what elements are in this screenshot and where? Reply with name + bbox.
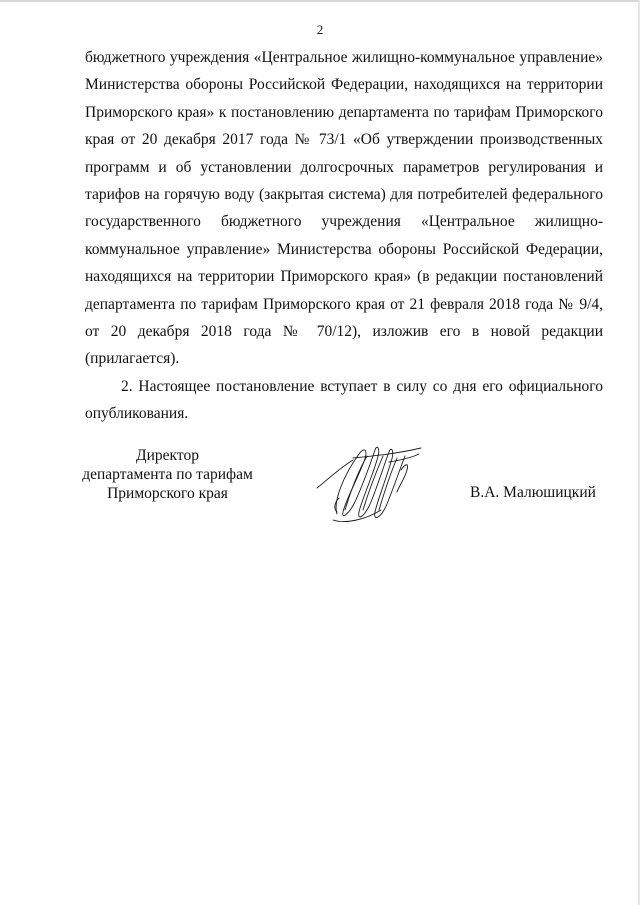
paragraph-continuation: бюджетного учреждения «Центральное жилищно-коммунальное управление» Министерства обороны Российской Федерации, находящихся на территории Приморского края» к постановлению департамента по тарифам Приморского края от 20 декабря 2017 года № 73/1 «Об утверждении производственных программ и об установлении долгосрочных параметров регулирования и тарифов на горячую воду (закрытая система) для потребителей федерального государственного бюджетного учреждения «Центральное жилищно-коммунальное управление» Министерства обороны Российской Федерации, находящихся на территории Приморского края» (в редакции постановлений департамента по тарифам Приморского края от 21 февраля 2018 года № 9/4, от 20 декабря 2018 года № 70/12), изложив его в новой редакции (прилагается). [85,49,603,368]
signatory-title-line: департамента по тарифам [82,466,253,483]
signatory-title-line: Директор [136,447,199,464]
signatory-title-line: Приморского края [107,485,228,502]
document-body [85,44,603,428]
signatory-name: В.А. Малюшицкий [470,484,596,501]
paragraph-effective-date: 2. Настоящее постановление вступает в силу со дня его официального опубликования. [85,377,603,423]
page-top-edge [0,0,640,2]
signatory-title [75,446,260,503]
handwritten-signature [315,440,425,532]
page-number: 2 [316,22,324,37]
